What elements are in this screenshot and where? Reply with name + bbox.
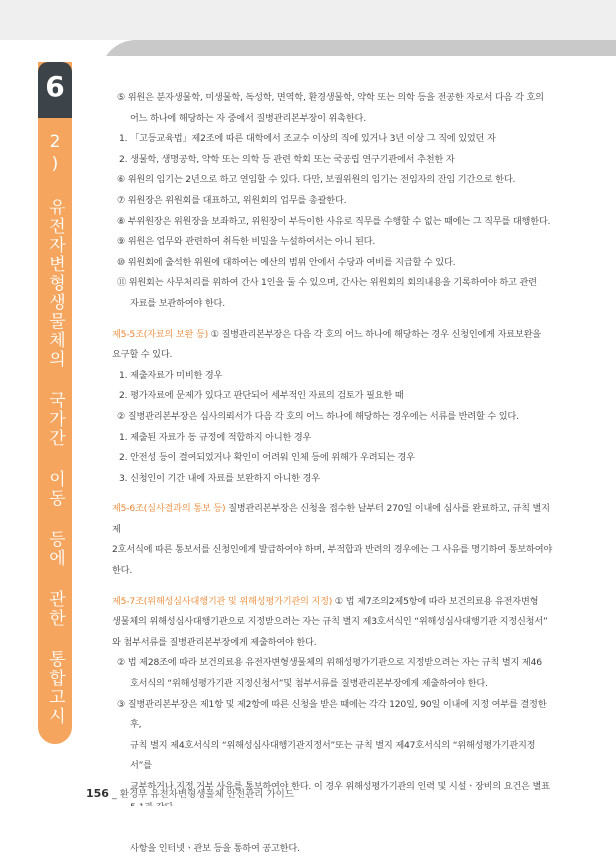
page-number: 156 [86, 787, 109, 800]
bottom-band [0, 806, 616, 840]
list-item: 2. 평가자료에 문제가 있다고 판단되어 세부적인 자료의 검토가 필요한 때 [119, 390, 404, 402]
article-heading: 제5-7조(위해성심사대행기관 및 위해성평가기관의 지정) [112, 595, 333, 607]
page-footer: 156 _ 환경부 유전자변형생물체 안전관리 가이드 [86, 787, 295, 800]
article-5-5: 제5-5조(자료의 보완 등) ① 질병관리본부장은 다음 각 호의 어느 하나에 해당하는 경우 신청인에게 자료보완을 요구할 수 있다. [112, 328, 541, 361]
para-clause-3: ③ 질병관리본부장은 제1항 및 제2항에 따른 신청을 받은 때에는 각각 120일, 90일 이내에 지정 여부를 결정한 후, 규칙 별지 제4호서식의 “위해성심사대행기관지정서”또는 규칙 별지 제47호서식의 “위해성평가기관지정서”를 교부하거나 지정 거부 사유를 통보하여야 한다. 이 경우 위해성평가기관의 인력 및 시설ㆍ장비의 요건은 별표 [117, 698, 550, 792]
list-item: 1. 제출자료가 미비한 경우 [119, 369, 223, 381]
page-body [112, 88, 556, 859]
chapter-number: 6 [45, 70, 65, 103]
article-5-7: 제5-7조(위해성심사대행기관 및 위해성평가기관의 지정) ① 법 제7조의2제5항에 따라 보건의료용 유전자변형 생물체의 위해성심사대행기관으로 지정받으려는 자는 규칙 별지 제3호서식인 “위해성심사대행기관 지정신청서” 와 첨부서류를 질병관리본부장에게 제출하여야 한다. [112, 595, 548, 648]
article-heading: 제5-6조(심사결과의 통보 등) [112, 503, 226, 515]
para-clause-4: 사항을 인터넷ㆍ관보 등을 통하여 공고한다. [130, 842, 300, 854]
list-item: 2. 생물학, 생명공학, 약학 또는 의학 등 관련 학회 또는 국공립 연구기관에서 추천한 자 [119, 153, 455, 165]
list-item: 3. 신청인이 기간 내에 자료를 보완하지 아니한 경우 [119, 472, 320, 484]
footer-title: 환경부 유전자변형생물체 안전관리 가이드 [119, 789, 295, 800]
para-clause-2: ② 법 제28조에 따라 보건의료용 유전자변형생물체의 위해성평가기관으로 지정받으려는 자는 규칙 별지 제46 호서식의 “위해성평가기관 지정신청서”및 첨부서류를 질병관리본부장에게 제출하여야 한다. [117, 657, 542, 690]
para-clause-10: ⑩ 위원회에 출석한 위원에 대하여는 예산의 범위 안에서 수당과 여비를 지급할 수 있다. [117, 256, 456, 268]
list-item: 2. 안전성 등이 결여되었거나 확인이 어려워 인체 등에 위해가 우려되는 경우 [119, 452, 415, 464]
para-clause-6: ⑥ 위원의 임기는 2년으로 하고 연임할 수 있다. 다만, 보궐위원의 임기는 전임자의 잔임 기간으로 한다. [117, 174, 516, 186]
para-clause-7: ⑦ 위원장은 위원회를 대표하고, 위원회의 업무를 총괄한다. [117, 194, 347, 206]
top-band [0, 0, 616, 40]
article-heading: 제5-5조(자료의 보완 등) [112, 328, 209, 340]
para-clause-8: ⑧ 부위원장은 위원장을 보좌하고, 위원장이 부득이한 사유로 직무를 수행할 수 없는 때에는 그 직무를 대행한다. [117, 215, 551, 227]
para-clause-9: ⑨ 위원은 업무와 관련하여 취득한 비밀을 누설하여서는 아니 된다. [117, 236, 376, 248]
para-clause-11: ⑪ 위원회는 사무처리를 위하여 간사 1인을 둘 수 있으며, 간사는 위원회의 회의내용을 기록하여야 하고 관련 자료를 보관하여야 한다. [117, 277, 537, 309]
list-item: 1. 「고등교육법」제2조에 따른 대학에서 조교수 이상의 직에 있거나 3년 이상 그 직에 있었던 자 [119, 133, 496, 145]
list-item: 1. 제출된 자료가 동 규정에 적합하지 아니한 경우 [119, 431, 312, 443]
article-5-6: 제5-6조(심사결과의 통보 등) 질병관리본부장은 신청을 접수한 날부터 270일 이내에 심사를 완료하고, 규칙 별지 제 2호서식에 따른 통보서를 신청인에게 발급하여야 하며, 부적합과 반려의 경우에는 그 사유를 명기하여 통보하여야 한다. [112, 503, 553, 577]
para-clause-5: ⑤ 위원은 분자생물학, 미생물학, 독성학, 면역학, 환경생물학, 약학 또는 의학 등을 전공한 자로서 다음 각 호의 어느 하나에 해당하는 자 중에서 질병관리본부장이 위촉한다. [117, 92, 544, 124]
chapter-title: 2) 유전자변형생물체의 국가간 이동 등에 관한 통합고시 [45, 132, 65, 726]
para-clause-2: ② 질병관리본부장은 심사의뢰서가 다음 각 호의 어느 하나에 해당하는 경우에는 서류를 반려할 수 있다. [117, 410, 519, 422]
